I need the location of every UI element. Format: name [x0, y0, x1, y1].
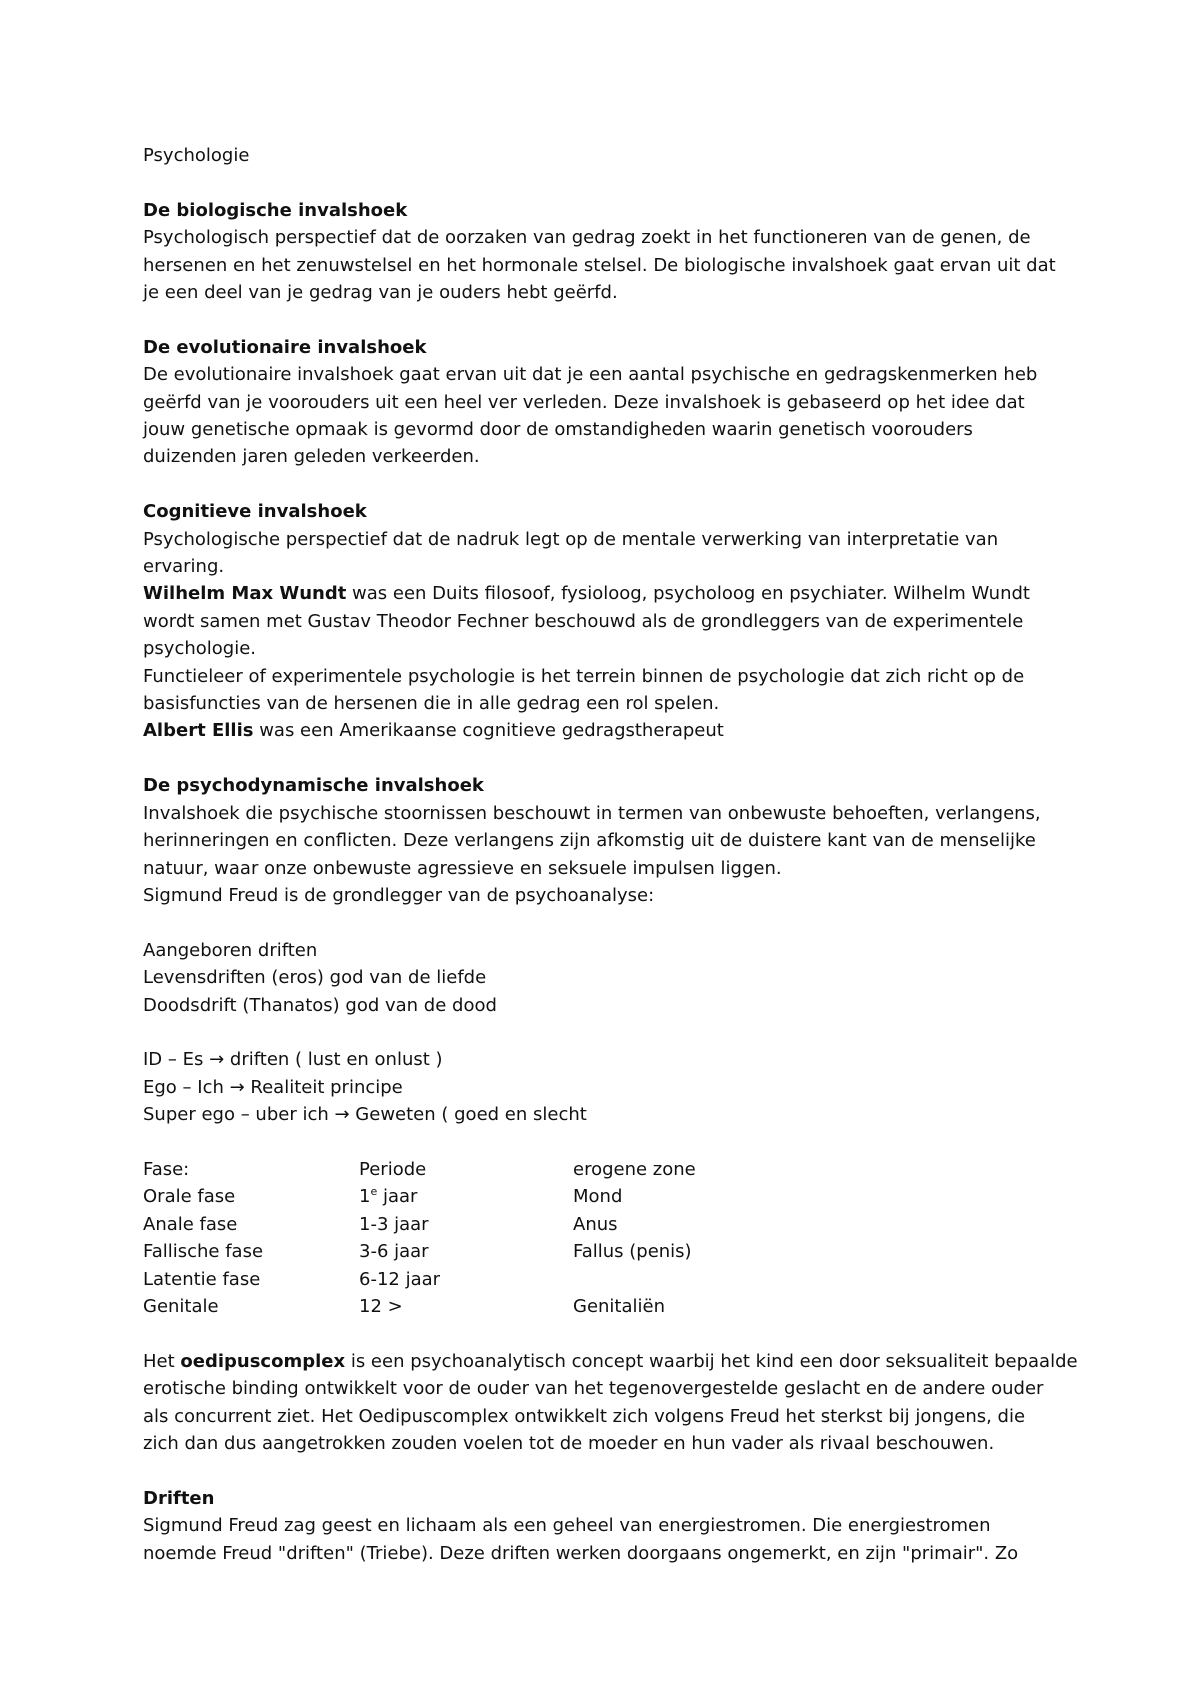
cell-fase: Genitale — [143, 1295, 219, 1317]
table-row — [143, 1211, 1083, 1238]
paragraph-line: Invalshoek die psychische stoornissen beschouwt in termen van onbewuste behoeften, verlangens, — [143, 802, 1041, 824]
cell-fase: Latentie fase — [143, 1268, 261, 1290]
drive-item: Aangeboren driften — [143, 939, 318, 961]
periode-superscript: e — [370, 1185, 378, 1199]
phases-table-header — [143, 1156, 1083, 1183]
structure-meaning: Geweten ( goed en slecht — [349, 1104, 587, 1126]
document-title: Psychologie — [143, 145, 250, 166]
cell-periode: 1-3 jaar — [359, 1213, 429, 1235]
section-heading-cognitive: Cognitieve invalshoek — [143, 501, 367, 523]
arrow-icon: → — [334, 1104, 350, 1126]
spacer — [143, 1320, 1083, 1347]
wundt-description: was een Duits filosoof, fysioloog, psycholoog en psychiater. Wilhelm Wundt — [346, 583, 1030, 605]
cell-fase: Anale fase — [143, 1213, 238, 1235]
header-periode: Periode — [359, 1158, 427, 1180]
paragraph-line: als concurrent ziet. Het Oedipuscomplex ontwikkelt zich volgens Freud het sterkst bij jongens, die — [143, 1405, 1026, 1427]
spacer — [143, 471, 1083, 498]
spacer — [143, 1019, 1083, 1046]
cell-periode: 12 > — [359, 1295, 403, 1317]
spacer — [143, 909, 1083, 936]
paragraph-line: zich dan dus aangetrokken zouden voelen tot de moeder en hun vader als rivaal beschouwen. — [143, 1432, 995, 1454]
table-row — [143, 1238, 1083, 1265]
section-heading-evolutionary: De evolutionaire invalshoek — [143, 336, 427, 358]
periode-unit: jaar — [377, 1186, 418, 1208]
cell-zone: Anus — [573, 1213, 618, 1235]
paragraph-line-wundt — [143, 580, 1083, 607]
paragraph-line: herinneringen en conflicten. Deze verlangens zijn afkomstig uit de duistere kant van de menselijke — [143, 830, 1036, 852]
paragraph-line: erotische binding ontwikkelt voor de ouder van het tegenovergestelde geslacht en de andere ouder — [143, 1378, 1044, 1400]
paragraph-line-oedipus — [143, 1348, 1083, 1375]
spacer — [143, 169, 1083, 196]
paragraph-line: Sigmund Freud is de grondlegger van de psychoanalyse: — [143, 884, 655, 906]
arrow-icon: → — [209, 1049, 225, 1071]
section-heading-biological: De biologische invalshoek — [143, 199, 408, 221]
cell-zone: Fallus (penis) — [573, 1241, 692, 1263]
structure-item-superego — [143, 1101, 1083, 1128]
spacer — [143, 1457, 1083, 1484]
structure-item-ego — [143, 1074, 1083, 1101]
cell-periode: 3-6 jaar — [359, 1241, 429, 1263]
drive-item: Doodsdrift (Thanatos) god van de dood — [143, 994, 497, 1016]
table-row — [143, 1266, 1083, 1293]
table-row — [143, 1293, 1083, 1320]
cell-fase: Orale fase — [143, 1186, 236, 1208]
table-row — [143, 1183, 1083, 1210]
spacer — [143, 306, 1083, 333]
structure-term: Ego – Ich — [143, 1076, 230, 1098]
section-heading-driften: Driften — [143, 1487, 215, 1509]
paragraph-line: ervaring. — [143, 556, 225, 578]
spacer — [143, 1129, 1083, 1156]
structure-item-id — [143, 1046, 1083, 1073]
periode-value: 1 — [359, 1186, 371, 1208]
paragraph-line-ellis — [143, 717, 1083, 744]
structure-term: ID – Es — [143, 1049, 210, 1071]
cell-zone: Mond — [573, 1186, 623, 1208]
cell-fase: Fallische fase — [143, 1241, 264, 1263]
paragraph-line: wordt samen met Gustav Theodor Fechner beschouwd als de grondleggers van de experimentele — [143, 610, 1024, 632]
oedipus-prefix: Het — [143, 1350, 181, 1372]
structure-meaning: Realiteit principe — [244, 1076, 403, 1098]
structure-term: Super ego – uber ich — [143, 1104, 335, 1126]
paragraph-line: Psychologische perspectief dat de nadruk legt op de mentale verwerking van interpretatie van — [143, 528, 999, 550]
phases-table — [143, 1156, 1083, 1320]
paragraph-line: jouw genetische opmaak is gevormd door de omstandigheden waarin genetisch voorouders — [143, 419, 973, 441]
term-oedipuscomplex: oedipuscomplex — [180, 1350, 346, 1372]
cell-zone — [573, 1266, 873, 1293]
arrow-icon: → — [229, 1076, 245, 1098]
cell-zone: Genitaliën — [573, 1295, 666, 1317]
header-zone: erogene zone — [573, 1158, 696, 1180]
paragraph-line: noemde Freud "driften" (Triebe). Deze driften werken doorgaans ongemerkt, en zijn "primair". Zo — [143, 1542, 1019, 1564]
spacer — [143, 745, 1083, 772]
name-ellis: Albert Ellis — [143, 720, 254, 742]
cell-periode — [359, 1183, 573, 1210]
structure-meaning: driften ( lust en onlust ) — [224, 1049, 443, 1071]
drive-item: Levensdriften (eros) god van de liefde — [143, 967, 487, 989]
header-fase: Fase: — [143, 1158, 190, 1180]
paragraph-line: Psychologisch perspectief dat de oorzaken van gedrag zoekt in het functioneren van de genen, de — [143, 227, 1031, 249]
paragraph-line: hersenen en het zenuwstelsel en het hormonale stelsel. De biologische invalshoek gaat ervan uit dat — [143, 254, 1056, 276]
paragraph-line: psychologie. — [143, 638, 257, 660]
paragraph-line: geërfd van je voorouders uit een heel ver verleden. Deze invalshoek is gebaseerd op het idee dat — [143, 391, 1025, 413]
paragraph-line: Sigmund Freud zag geest en lichaam als een geheel van energiestromen. Die energiestromen — [143, 1515, 991, 1537]
cell-periode: 6-12 jaar — [359, 1268, 441, 1290]
paragraph-line: natuur, waar onze onbewuste agressieve en seksuele impulsen liggen. — [143, 857, 782, 879]
paragraph-line: De evolutionaire invalshoek gaat ervan uit dat je een aantal psychische en gedragskenmerken heb — [143, 364, 1038, 386]
paragraph-line: duizenden jaren geleden verkeerden. — [143, 446, 480, 468]
oedipus-description: is een psychoanalytisch concept waarbij het kind een door seksualiteit bepaalde — [345, 1350, 1078, 1372]
name-wundt: Wilhelm Max Wundt — [143, 583, 347, 605]
section-heading-psychodynamic: De psychodynamische invalshoek — [143, 775, 484, 797]
document-body — [143, 142, 1083, 1567]
paragraph-line: basisfuncties van de hersenen die in alle gedrag een rol spelen. — [143, 693, 720, 715]
ellis-description: was een Amerikaanse cognitieve gedragstherapeut — [253, 720, 724, 742]
paragraph-line: je een deel van je gedrag van je ouders hebt geërfd. — [143, 282, 618, 304]
paragraph-line: Functieleer of experimentele psychologie is het terrein binnen de psychologie dat zich richt op de — [143, 665, 1025, 687]
